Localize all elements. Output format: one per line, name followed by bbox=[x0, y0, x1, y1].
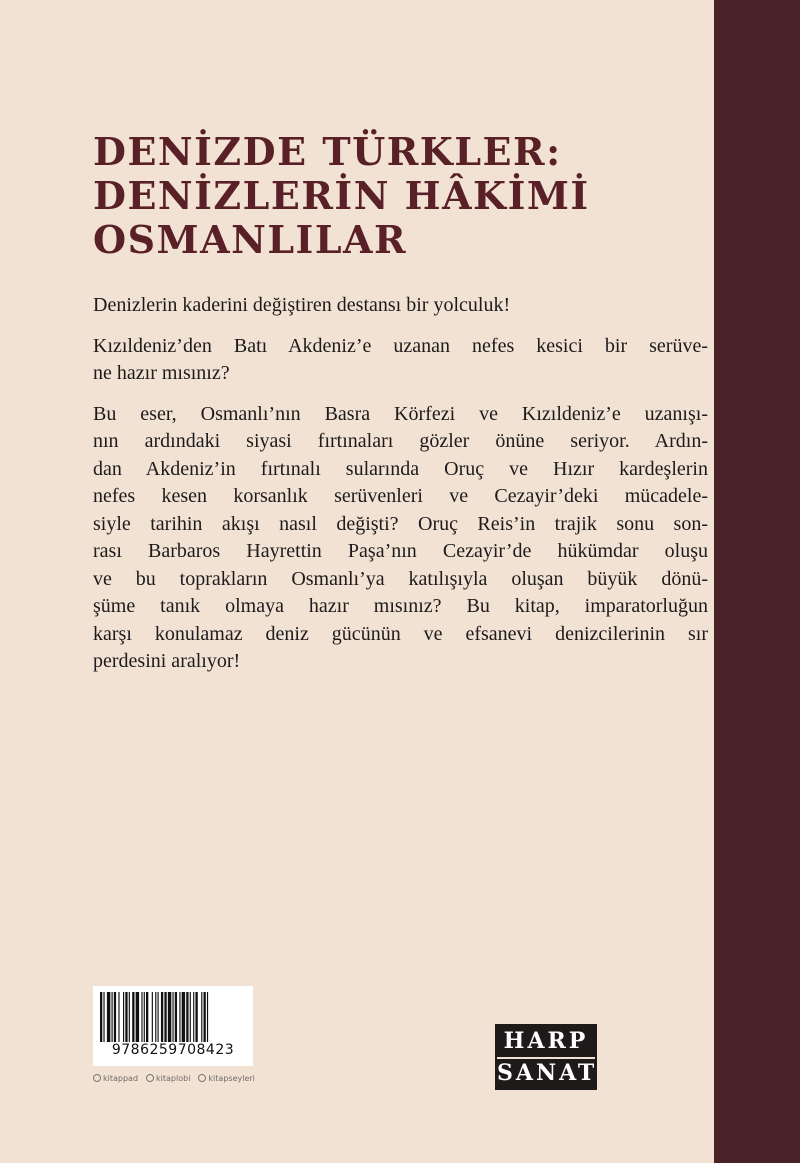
barcode-bar bbox=[195, 992, 197, 1042]
barcode-bar bbox=[123, 992, 124, 1042]
barcode-bar bbox=[129, 992, 130, 1042]
k-circle-icon bbox=[146, 1074, 154, 1082]
text-line: nefes kesen korsanlık serüvenleri ve Cezayir’deki mücadele- bbox=[93, 485, 708, 507]
text-line: Denizlerin kaderini değiştiren destansı bir yolculuk! bbox=[93, 294, 511, 316]
k-circle-icon bbox=[198, 1074, 206, 1082]
text-line: ve bu toprakların Osmanlı’ya katılışıyla oluşan büyük dönü- bbox=[93, 567, 708, 590]
barcode-bar bbox=[179, 992, 180, 1042]
text-line: karşı konulamaz deniz gücünün ve efsanevi denizcilerinin sır bbox=[93, 622, 708, 645]
isbn-barcode bbox=[93, 986, 253, 1066]
barcode-bar bbox=[158, 992, 159, 1042]
barcode-bar bbox=[144, 992, 145, 1042]
store-name: kitappad bbox=[103, 1073, 139, 1083]
barcode-bar bbox=[132, 992, 134, 1042]
text-line: Kızıldeniz’den Batı Akdeniz’e uzanan nefes kesici bir serüve- bbox=[93, 334, 708, 357]
title-line: DENİZDE TÜRKLER: bbox=[93, 129, 562, 174]
barcode-bar bbox=[172, 992, 173, 1042]
barcode-bar bbox=[100, 992, 102, 1042]
barcode-bar bbox=[136, 992, 139, 1042]
store-logo-kitapseyleri bbox=[198, 1074, 254, 1083]
barcode-bar bbox=[201, 992, 202, 1042]
paragraph-tagline bbox=[93, 292, 708, 320]
barcode-bar bbox=[125, 992, 127, 1042]
barcode-bar bbox=[204, 992, 206, 1042]
store-logo-kitappad bbox=[93, 1074, 138, 1083]
barcode-bar bbox=[152, 992, 153, 1042]
barcode-bar bbox=[155, 992, 156, 1042]
k-circle-icon bbox=[93, 1074, 101, 1082]
back-cover-description bbox=[93, 292, 708, 689]
text-line: Bu eser, Osmanlı’nın Basra Körfezi ve Kızıldeniz’e uzanışı- bbox=[93, 402, 708, 425]
barcode-bar bbox=[141, 992, 142, 1042]
barcode-bar bbox=[103, 992, 104, 1042]
barcode-bar bbox=[161, 992, 163, 1042]
isbn-number: 9786259708423 bbox=[111, 1042, 235, 1058]
publisher-name-line2: SANAT bbox=[497, 1060, 598, 1086]
text-line: perdesini aralıyor! bbox=[93, 650, 241, 672]
paragraph-question bbox=[93, 333, 708, 388]
barcode-bar bbox=[168, 992, 171, 1042]
barcode-bar bbox=[107, 992, 110, 1042]
text-line: nın ardındaki siyasi fırtınaları gözler önüne seriyor. Ardın- bbox=[93, 430, 708, 452]
book-spine bbox=[714, 0, 800, 1163]
paragraph-summary bbox=[93, 401, 708, 676]
barcode-bar bbox=[175, 992, 177, 1042]
store-logos bbox=[93, 1071, 258, 1085]
barcode-bar bbox=[207, 992, 208, 1042]
book-title bbox=[93, 130, 693, 262]
barcode-bar bbox=[112, 992, 113, 1042]
publisher-logo bbox=[495, 1024, 597, 1090]
title-line: OSMANLILAR bbox=[93, 217, 408, 262]
text-line: ne hazır mısınız? bbox=[93, 362, 230, 384]
barcode-bar bbox=[146, 992, 148, 1042]
text-line: siyle tarihin akışı nasıl değişti? Oruç Reis’in trajik sonu son- bbox=[93, 512, 708, 535]
barcode-bar bbox=[190, 992, 191, 1042]
barcode-bar bbox=[193, 992, 194, 1042]
text-line: şüme tanık olmaya hazır mısınız? Bu kitap, imparatorluğun bbox=[93, 595, 708, 617]
text-line: dan Akdeniz’in fırtınalı sularında Oruç ve Hızır kardeşlerin bbox=[93, 457, 708, 480]
barcode-bar bbox=[114, 992, 116, 1042]
barcode-bar bbox=[186, 992, 188, 1042]
store-name: kitapseyleri bbox=[208, 1073, 255, 1083]
publisher-name-line1: HARP bbox=[503, 1028, 589, 1054]
barcode-bar bbox=[182, 992, 185, 1042]
store-name: kitaplobi bbox=[156, 1073, 191, 1083]
barcode-bar bbox=[118, 992, 119, 1042]
store-logo-kitaplobi bbox=[146, 1074, 190, 1083]
barcode-bar bbox=[164, 992, 166, 1042]
barcode-bars bbox=[99, 992, 247, 1042]
title-line: DENİZLERİN HÂKİMİ bbox=[93, 173, 590, 218]
text-line: rası Barbaros Hayrettin Paşa’nın Cezayir’de hükümdar oluşu bbox=[93, 540, 708, 562]
